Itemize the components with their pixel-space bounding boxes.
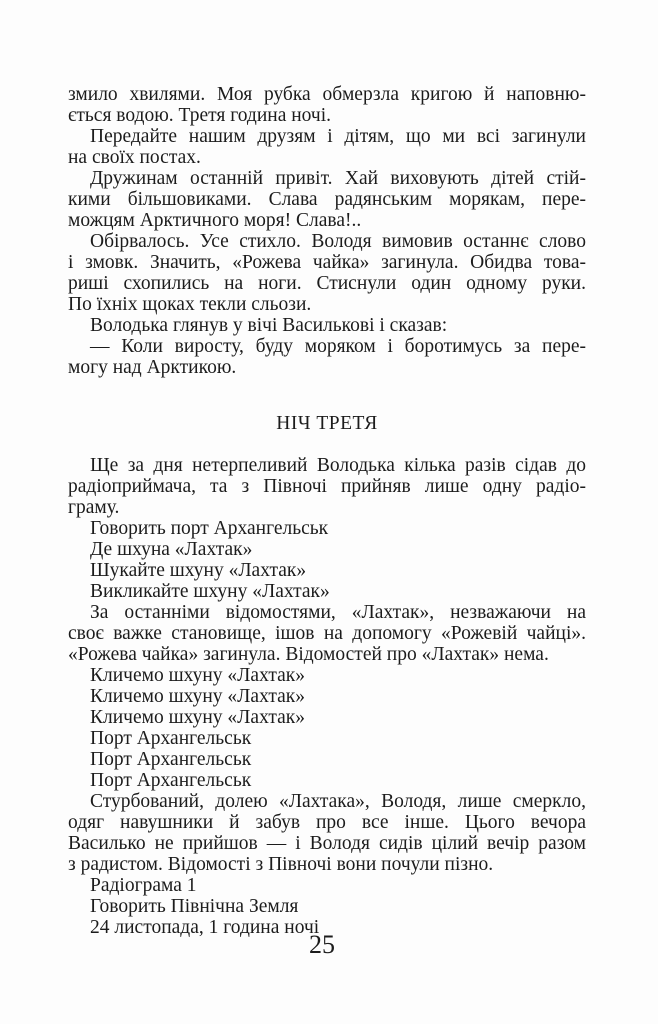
text-line: Порт Архангельськ [90, 749, 252, 770]
text-line: Обірвалось. Усе стихло. Володя вимовив останнє слово [90, 231, 586, 252]
text-line: Говорить порт Архангельськ [90, 518, 329, 539]
section-heading: НІЧ ТРЕТЯ [276, 413, 378, 434]
text-line: своє важке становище, ішов на допомогу «Рожевій чайці». [68, 623, 586, 644]
text-line: Порт Архангельськ [90, 770, 252, 791]
text-line: Радіограма 1 [90, 875, 197, 896]
text-line: могу над Арктикою. [68, 357, 237, 378]
text-line: з радистом. Відомості з Півночі вони почули пізно. [68, 854, 494, 875]
paragraph [68, 518, 586, 539]
text-line: 24 листопада, 1 година ночі [90, 917, 320, 938]
paragraph [68, 602, 586, 665]
text-line: Говорить Північна Земля [90, 896, 299, 917]
text-line: Дружинам останній привіт. Хай виховують дітей стій- [90, 168, 586, 189]
text-line: змило хвилями. Моя рубка обмерзла кригою й наповню- [68, 84, 586, 105]
paragraph [68, 665, 586, 686]
text-line: Передайте нашим друзям і дітям, що ми всі загинули [90, 126, 586, 147]
text-line: Василько не прийшов — і Володя сидів цілий вечір разом [68, 833, 586, 854]
text-line: одяг навушники й забув про все інше. Цього вечора [68, 812, 586, 833]
text-line: За останніми відомостями, «Лахтак», незважаючи на [90, 602, 586, 623]
text-line: риші схопились на ноги. Стиснули один одному руки. [68, 273, 586, 294]
text-line: Викликайте шхуну «Лахтак» [90, 581, 330, 602]
paragraph [68, 791, 586, 875]
page-number: 25 [309, 930, 335, 959]
paragraph [68, 336, 586, 378]
text-line: радіоприймача, та з Півночі прийняв лише одну радіо- [68, 476, 586, 497]
paragraph [68, 707, 586, 728]
paragraph [68, 770, 586, 791]
text-line: «Рожева чайка» загинула. Відомостей про «Лахтак» нема. [68, 644, 549, 665]
paragraph [68, 560, 586, 581]
text-line: Стурбований, долею «Лахтака», Володя, лише смеркло, [90, 791, 586, 812]
paragraph [68, 84, 586, 126]
text-line: Кличемо шхуну «Лахтак» [90, 686, 305, 707]
text-line: Шукайте шхуну «Лахтак» [90, 560, 307, 581]
paragraph [68, 231, 586, 315]
text-line: кими більшовиками. Слава радянським морякам, пере- [68, 189, 586, 210]
paragraph [68, 539, 586, 560]
text-line: ється водою. Третя година ночі. [68, 105, 332, 126]
text-line: Де шхуна «Лахтак» [90, 539, 253, 560]
text-line: По їхніх щоках текли сльози. [68, 294, 312, 315]
paragraph [68, 581, 586, 602]
paragraph [68, 875, 586, 896]
text-line: — Коли виросту, буду моряком і боротимусь за пере- [90, 336, 586, 357]
paragraph [68, 126, 586, 168]
text-line: Володька глянув у вічі Василькові і сказав: [90, 315, 448, 336]
text-line: Кличемо шхуну «Лахтак» [90, 665, 305, 686]
text-line: Кличемо шхуну «Лахтак» [90, 707, 305, 728]
paragraph [68, 728, 586, 749]
paragraph [68, 455, 586, 518]
text-line: Порт Архангельськ [90, 728, 252, 749]
paragraph [68, 896, 586, 917]
text-line: Ще за дня нетерпеливий Володька кілька разів сідав до [90, 455, 586, 476]
paragraph [68, 686, 586, 707]
paragraph [68, 749, 586, 770]
text-line: можцям Арктичного моря! Слава!.. [68, 210, 362, 231]
page-text-content [68, 84, 586, 938]
text-line: граму. [68, 497, 120, 518]
text-line: і змовк. Значить, «Рожева чайка» загинула. Обидва това- [68, 252, 586, 273]
text-line: на своїх постах. [68, 147, 201, 168]
paragraph [68, 315, 586, 336]
paragraph [68, 168, 586, 231]
